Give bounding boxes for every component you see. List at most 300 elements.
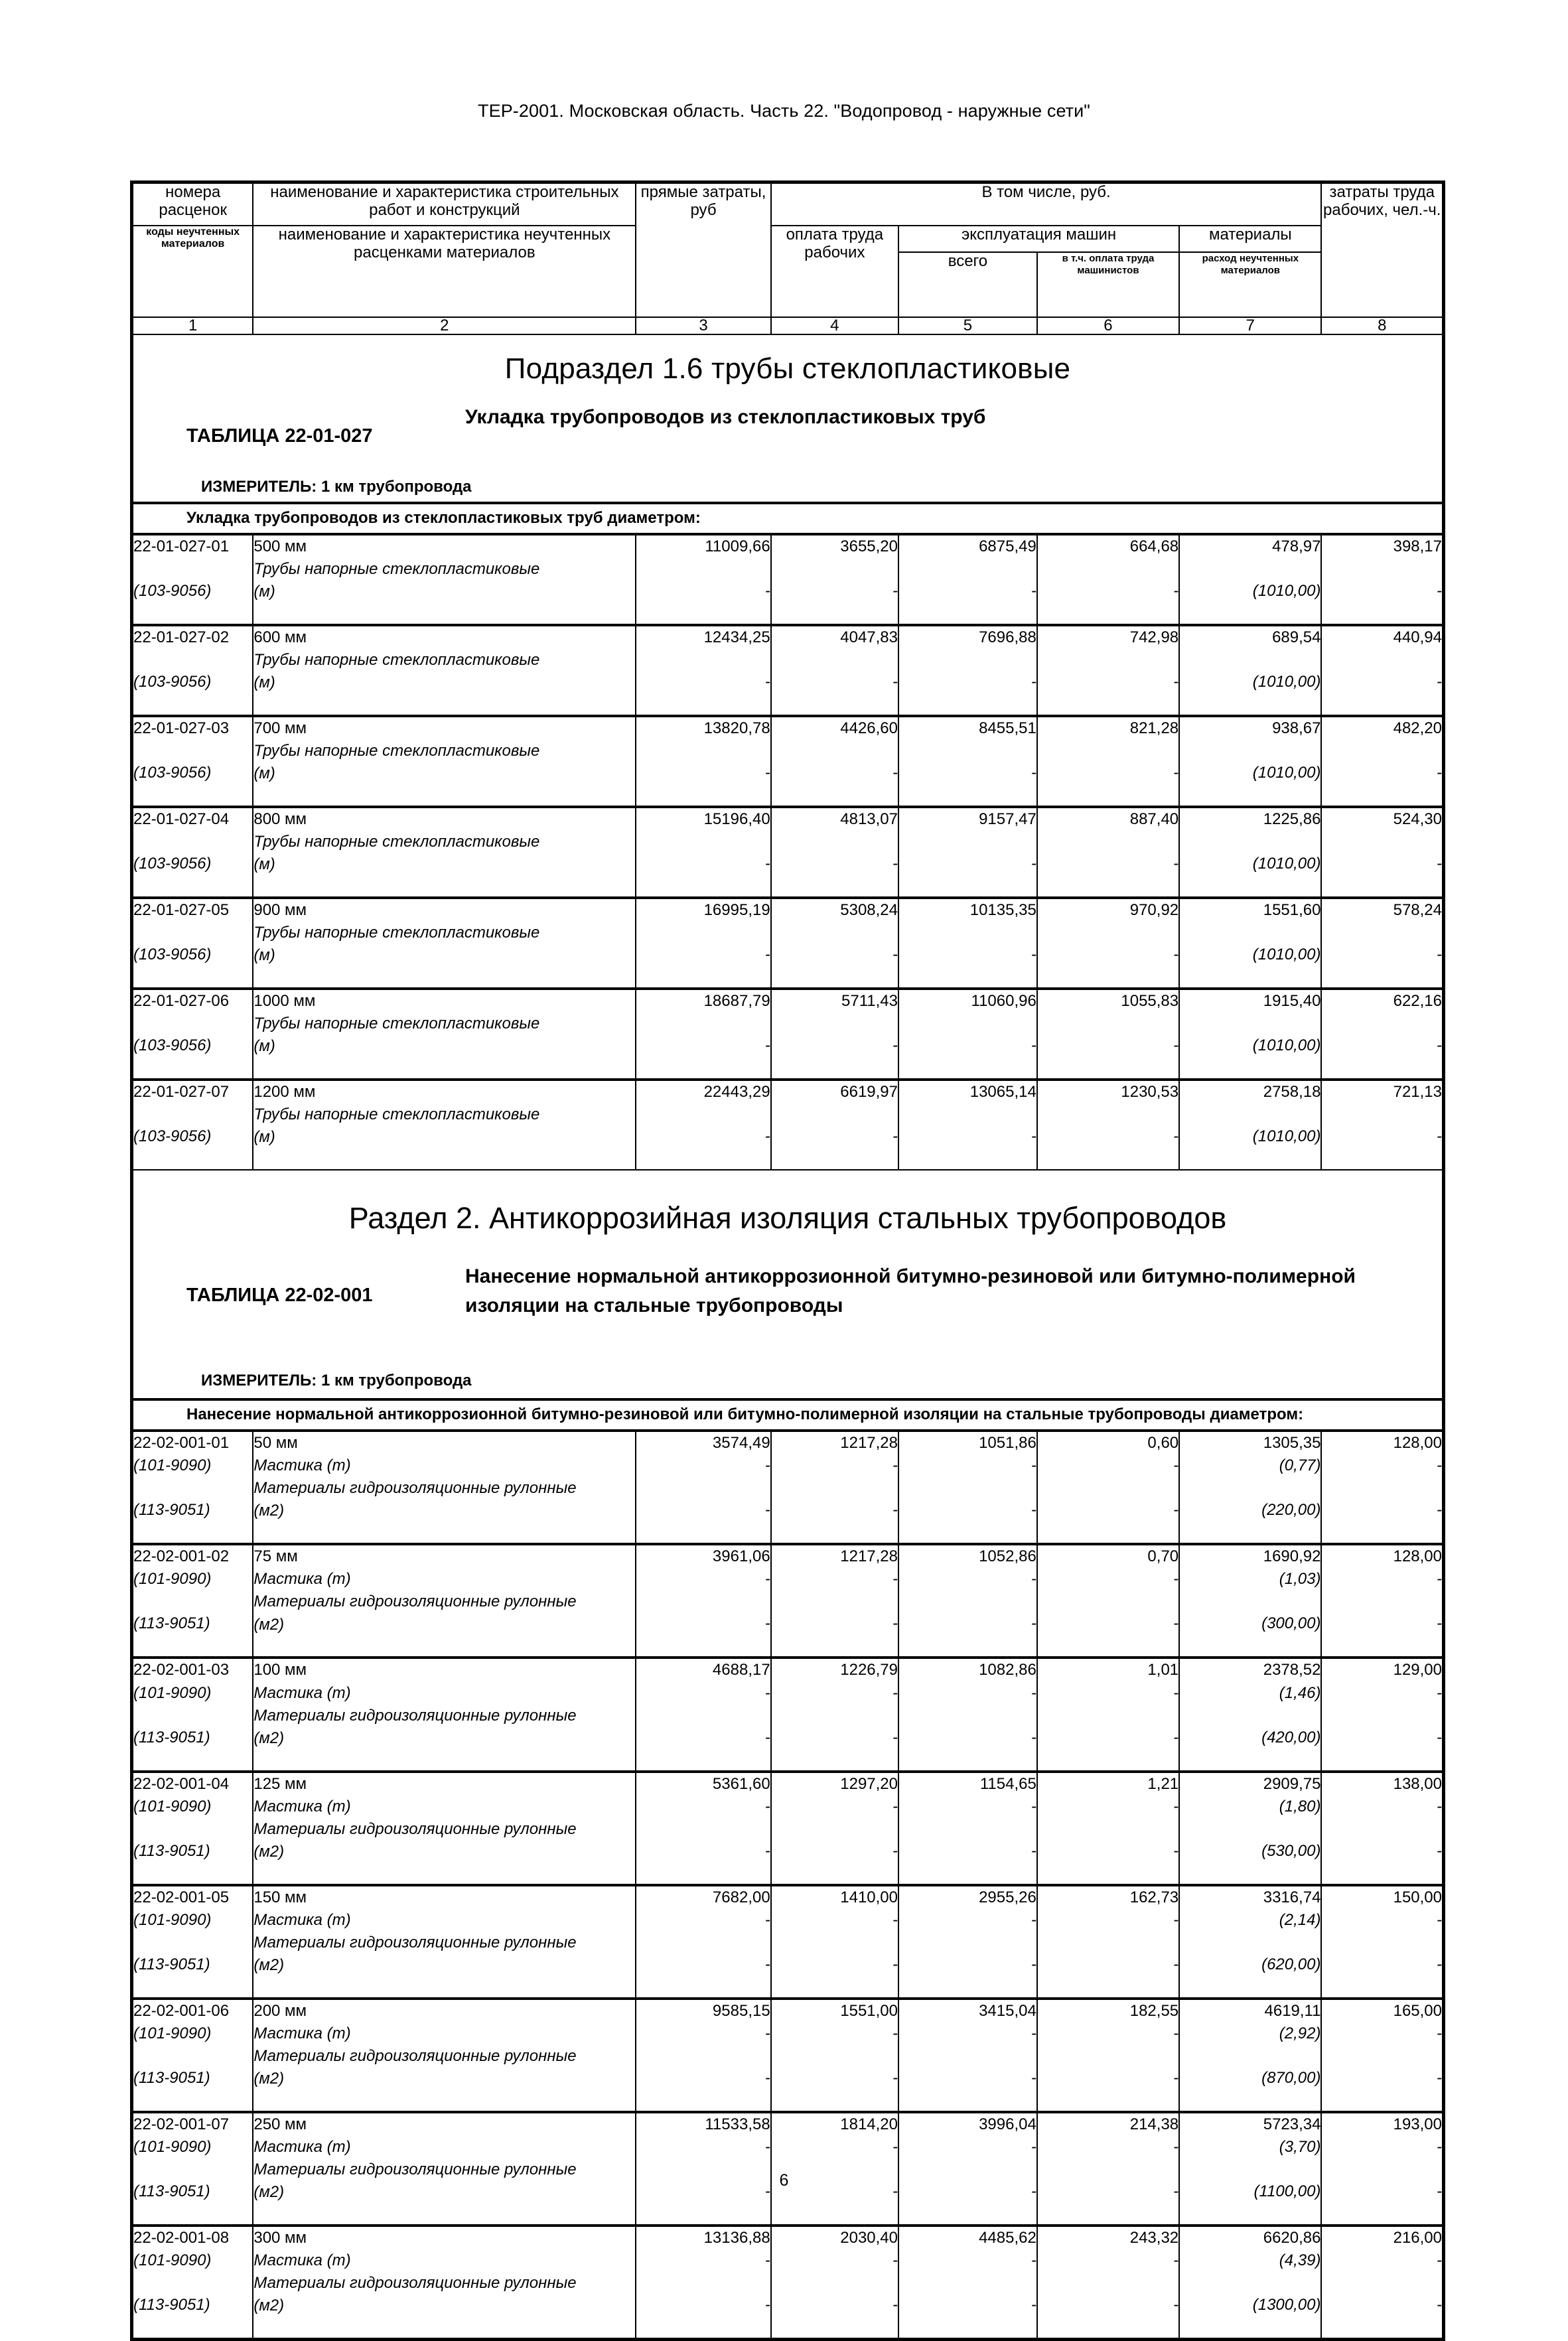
recipe-code: 22-02-001-02: [133, 1547, 230, 1566]
cell-value-8: [1321, 1080, 1443, 1170]
cell-value-6: [1037, 1999, 1179, 2112]
cell-value-4: [771, 1772, 898, 1885]
material-value: -: [764, 855, 770, 873]
cell-value-3: [636, 1080, 770, 1170]
material-value: -: [892, 1501, 898, 1520]
cell-value-4: [771, 2112, 898, 2226]
material-name: Мастика (т): [253, 1570, 351, 1589]
cell-code: [133, 1999, 253, 2112]
material-value: -: [1173, 1036, 1179, 1055]
th-unaccounted-consumption: расход неучтенных материалов: [1179, 252, 1321, 317]
material-name: Трубы напорные стеклопластиковые: [253, 833, 540, 851]
section-title-row: [133, 1170, 1443, 1399]
recipe-value: 8455,51: [979, 719, 1036, 737]
material-value: -: [1031, 1683, 1036, 1702]
th-unaccounted-materials-l2: расценками материалов: [354, 243, 535, 261]
recipe-value: 129,00: [1393, 1661, 1442, 1679]
recipe-value: 1154,65: [979, 1774, 1036, 1793]
material-value: -: [764, 1797, 770, 1815]
cell-value-6: [1037, 1658, 1179, 1771]
cell-code: [133, 625, 253, 716]
material-value: -: [1173, 1797, 1179, 1815]
recipe-value: 4426,60: [840, 719, 898, 737]
cell-value-6: [1037, 534, 1179, 625]
recipe-value: 478,97: [1272, 537, 1321, 555]
material-value: -: [764, 581, 770, 600]
recipe-value: 3655,20: [840, 537, 898, 555]
cell-description: [253, 1772, 636, 1885]
material-value: (1,03): [1279, 1570, 1321, 1589]
recipe-value: 22443,29: [703, 1083, 770, 1101]
colnum-5: 5: [898, 317, 1037, 334]
material-value: -: [892, 946, 898, 964]
cell-value-8: [1321, 1431, 1443, 1544]
material-name: Материалы гидроизоляционные рулонные: [253, 2161, 577, 2179]
recipe-value: 1217,28: [840, 1547, 898, 1566]
material-name: Трубы напорные стеклопластиковые: [253, 559, 540, 578]
material-value: -: [892, 1910, 898, 1929]
cell-value-8: [1321, 1658, 1443, 1771]
material-value: -: [892, 1797, 898, 1815]
material-code: (103-9056): [133, 855, 212, 873]
material-value: (620,00): [1261, 1955, 1321, 1973]
material-value: -: [1437, 1127, 1442, 1146]
colnum-4: 4: [771, 317, 898, 334]
material-value: (1010,00): [1252, 581, 1321, 600]
colnum-1: 1: [133, 317, 253, 334]
recipe-value: 16995,19: [703, 901, 770, 920]
material-unit: (м2): [253, 1842, 285, 1861]
recipe-value: 970,92: [1129, 901, 1179, 920]
material-code: (101-9090): [133, 2251, 212, 2270]
material-value: -: [764, 2182, 770, 2201]
material-value: -: [1173, 2024, 1179, 2042]
section-caption-cell: [133, 503, 1443, 534]
cell-value-7: [1179, 989, 1321, 1080]
measurement-unit: ИЗМЕРИТЕЛЬ: 1 км трубопровода: [201, 478, 472, 496]
material-value: -: [1173, 581, 1179, 600]
recipe-value: 3574,49: [712, 1434, 770, 1453]
th-machines-total: всего: [898, 252, 1037, 317]
material-value: -: [1437, 1910, 1442, 1929]
material-value: -: [892, 1036, 898, 1055]
material-value: -: [892, 672, 898, 691]
material-value: -: [892, 1614, 898, 1633]
th-labor: затраты труда рабочих, чел.-ч.: [1321, 183, 1443, 317]
recipe-value: 13820,78: [703, 719, 770, 737]
recipe-description: 800 мм: [253, 810, 307, 829]
cell-value-4: [771, 807, 898, 898]
cell-value-5: [898, 1999, 1037, 2112]
header-row-numbers: [133, 317, 1443, 334]
recipe-value: 440,94: [1393, 628, 1442, 646]
recipe-value: 3961,06: [712, 1547, 770, 1566]
cell-value-6: [1037, 1885, 1179, 1999]
th-codes-l1: номера: [165, 183, 221, 201]
material-value: -: [1173, 1841, 1179, 1860]
material-name: Материалы гидроизоляционные рулонные: [253, 2047, 577, 2066]
material-value: (220,00): [1261, 1501, 1321, 1520]
cell-value-4: [771, 989, 898, 1080]
material-code: (103-9056): [133, 581, 212, 600]
material-value: (1010,00): [1252, 764, 1321, 782]
cell-value-7: [1179, 2112, 1321, 2226]
recipe-value: 11533,58: [705, 2115, 770, 2134]
table-name: Нанесение нормальной антикоррозионной битумно-резиновой или битумно-полимерной изоляции на стальные трубопроводы: [465, 1265, 1356, 1316]
material-value: -: [1437, 2069, 1442, 2088]
th-worktype-l1: наименование и характеристика строительных: [270, 183, 619, 201]
recipe-value: 138,00: [1393, 1774, 1442, 1793]
table-title-block: [133, 1250, 1442, 1324]
material-value: -: [764, 1841, 770, 1860]
material-value: -: [1437, 1456, 1442, 1475]
material-value: -: [892, 2138, 898, 2157]
material-value: -: [892, 1728, 898, 1746]
recipe-value: 4813,07: [840, 810, 898, 829]
cell-code: [133, 2226, 253, 2338]
cell-value-4: [771, 625, 898, 716]
material-value: -: [892, 2182, 898, 2201]
material-value: -: [1173, 1456, 1179, 1475]
recipe-value: 214,38: [1129, 2115, 1179, 2134]
recipe-code: 22-02-001-07: [133, 2115, 230, 2134]
cell-value-7: [1179, 1080, 1321, 1170]
recipe-value: 9157,47: [979, 810, 1036, 829]
pricing-sheet: [130, 180, 1445, 2341]
colnum-2: 2: [253, 317, 636, 334]
cell-value-5: [898, 1544, 1037, 1658]
material-name: Трубы напорные стеклопластиковые: [253, 1015, 540, 1033]
material-code: (103-9056): [133, 1036, 212, 1055]
cell-value-3: [636, 1772, 770, 1885]
cell-code: [133, 1080, 253, 1170]
material-name: Трубы напорные стеклопластиковые: [253, 650, 540, 669]
recipe-value: 13136,88: [703, 2229, 770, 2247]
recipe-description: 100 мм: [253, 1661, 307, 1679]
material-value: -: [1031, 855, 1036, 873]
page-header: ТЕР-2001. Московская область. Часть 22. "Водопровод - наружные сети": [478, 101, 1090, 121]
material-code: (113-9051): [133, 1614, 210, 1633]
recipe-value: 1225,86: [1263, 810, 1321, 829]
cell-value-5: [898, 2112, 1037, 2226]
material-value: -: [1173, 2069, 1179, 2088]
cell-value-7: [1179, 1999, 1321, 2112]
material-value: -: [1031, 1501, 1036, 1520]
cell-value-4: [771, 1544, 898, 1658]
cell-value-7: [1179, 1431, 1321, 1544]
material-value: (1010,00): [1252, 946, 1321, 964]
table-body: [133, 334, 1443, 2338]
recipe-value: 193,00: [1393, 2115, 1442, 2134]
table-title-block: [133, 391, 1442, 451]
material-value: -: [1031, 2296, 1036, 2314]
recipe-code: 22-02-001-06: [133, 2001, 230, 2020]
material-name: Материалы гидроизоляционные рулонные: [253, 2274, 577, 2293]
table-number: ТАБЛИЦА 22-02-001: [186, 1285, 373, 1307]
recipe-description: 1000 мм: [253, 992, 316, 1011]
material-value: (420,00): [1261, 1728, 1321, 1746]
cell-description: [253, 1431, 636, 1544]
cell-code: [133, 534, 253, 625]
cell-description: [253, 534, 636, 625]
recipe-value: 1,21: [1147, 1774, 1179, 1793]
cell-value-4: [771, 534, 898, 625]
material-value: -: [764, 1501, 770, 1520]
cell-code: [133, 1544, 253, 1658]
material-unit: (м): [253, 855, 275, 874]
cell-value-7: [1179, 2226, 1321, 2338]
material-value: -: [892, 581, 898, 600]
recipe-description: 1200 мм: [253, 1083, 316, 1101]
material-value: -: [1173, 855, 1179, 873]
material-value: -: [1437, 1570, 1442, 1589]
material-value: -: [1437, 581, 1442, 600]
recipe-value: 7682,00: [712, 1888, 770, 1906]
recipe-value: 3996,04: [979, 2115, 1036, 2134]
material-value: -: [1173, 1910, 1179, 1929]
cell-value-5: [898, 1431, 1037, 1544]
recipe-value: 0,60: [1147, 1434, 1179, 1453]
material-value: -: [764, 1955, 770, 1973]
material-value: (530,00): [1261, 1841, 1321, 1860]
material-unit: (м): [253, 582, 275, 601]
material-value: -: [1437, 1683, 1442, 1702]
material-value: (1010,00): [1252, 1127, 1321, 1146]
recipe-description: 700 мм: [253, 719, 307, 737]
material-value: (3,70): [1279, 2138, 1321, 2157]
material-value: -: [1437, 1036, 1442, 1055]
recipe-value: 887,40: [1129, 810, 1179, 829]
material-value: -: [764, 2251, 770, 2270]
recipe-description: 125 мм: [253, 1774, 307, 1793]
recipe-value: 162,73: [1129, 1888, 1179, 1906]
cell-value-4: [771, 898, 898, 989]
recipe-value: 182,55: [1129, 2001, 1179, 2020]
th-codes-l2: расценок: [159, 200, 227, 219]
cell-code: [133, 989, 253, 1080]
material-value: -: [1173, 1728, 1179, 1746]
table-row: [133, 2226, 1443, 2338]
table-number: ТАБЛИЦА 22-01-027: [186, 425, 373, 447]
cell-value-6: [1037, 1431, 1179, 1544]
recipe-value: 742,98: [1129, 628, 1179, 646]
material-value: -: [1173, 1614, 1179, 1633]
recipe-value: 524,30: [1393, 810, 1442, 829]
material-value: (2,92): [1279, 2024, 1321, 2042]
cell-value-6: [1037, 625, 1179, 716]
material-value: -: [1437, 2182, 1442, 2201]
cell-description: [253, 2112, 636, 2226]
material-value: -: [1437, 2296, 1442, 2314]
material-name: Мастика (т): [253, 2024, 351, 2042]
material-value: -: [1173, 1127, 1179, 1146]
cell-value-6: [1037, 2112, 1179, 2226]
th-direct-costs: прямые затраты, руб: [636, 183, 770, 317]
recipe-value: 5711,43: [841, 992, 898, 1011]
material-value: -: [1437, 946, 1442, 964]
material-name: Трубы напорные стеклопластиковые: [253, 742, 540, 760]
section-caption-row: [133, 1399, 1443, 1431]
cell-code: [133, 1658, 253, 1771]
material-value: (1,46): [1279, 1683, 1321, 1702]
cell-description: [253, 1544, 636, 1658]
cell-value-4: [771, 1885, 898, 1999]
material-value: -: [764, 1614, 770, 1633]
cell-value-7: [1179, 807, 1321, 898]
material-value: -: [764, 1036, 770, 1055]
cell-value-5: [898, 716, 1037, 807]
material-name: Мастика (т): [253, 1683, 351, 1702]
material-value: -: [764, 1910, 770, 1929]
cell-value-5: [898, 2226, 1037, 2338]
cell-value-5: [898, 534, 1037, 625]
material-value: (1,80): [1279, 1797, 1321, 1815]
recipe-code: 22-02-001-08: [133, 2229, 230, 2247]
recipe-value: 1230,53: [1121, 1083, 1179, 1101]
recipe-value: 4688,17: [712, 1661, 770, 1679]
recipe-value: 4485,62: [979, 2229, 1036, 2247]
material-code: (113-9051): [133, 1501, 210, 1520]
th-codes: [133, 183, 253, 226]
material-value: -: [764, 1127, 770, 1146]
recipe-value: 1915,40: [1263, 992, 1321, 1011]
th-worktype-l2: работ и конструкций: [369, 200, 520, 219]
cell-value-7: [1179, 1772, 1321, 1885]
material-value: -: [1173, 946, 1179, 964]
material-value: -: [1031, 1456, 1036, 1475]
recipe-value: 13065,14: [969, 1083, 1036, 1101]
cell-code: [133, 716, 253, 807]
cell-value-4: [771, 1431, 898, 1544]
material-unit: (м2): [253, 2297, 285, 2315]
material-name: Мастика (т): [253, 1797, 351, 1815]
material-value: -: [892, 2296, 898, 2314]
section-title-row: [133, 334, 1443, 503]
material-value: (2,14): [1279, 1910, 1321, 1929]
cell-value-8: [1321, 716, 1443, 807]
subsection-title: Подраздел 1.6 трубы стеклопластиковые: [504, 352, 1071, 385]
recipe-code: 22-02-001-03: [133, 1661, 230, 1679]
material-value: -: [892, 1570, 898, 1589]
cell-value-3: [636, 1999, 770, 2112]
cell-value-6: [1037, 1772, 1179, 1885]
material-value: -: [764, 1570, 770, 1589]
material-name: Материалы гидроизоляционные рулонные: [253, 1479, 577, 1498]
material-value: -: [1437, 1728, 1442, 1746]
material-value: (1010,00): [1252, 1036, 1321, 1055]
th-unaccounted-materials-l1: наименование и характеристика неучтенных: [278, 226, 611, 244]
material-code: (101-9090): [133, 1456, 212, 1475]
table-row: [133, 625, 1443, 716]
cell-value-7: [1179, 1544, 1321, 1658]
cell-code: [133, 2112, 253, 2226]
material-value: (1300,00): [1252, 2296, 1321, 2314]
recipe-value: 1410,00: [840, 1888, 898, 1906]
table-row: [133, 1544, 1443, 1658]
material-name: Трубы напорные стеклопластиковые: [253, 924, 540, 942]
cell-value-4: [771, 716, 898, 807]
material-value: -: [764, 1456, 770, 1475]
recipe-value: 2378,52: [1263, 1661, 1321, 1679]
cell-value-4: [771, 1658, 898, 1771]
table-row: [133, 1431, 1443, 1544]
colnum-3: 3: [636, 317, 770, 334]
cell-value-7: [1179, 716, 1321, 807]
material-code: (101-9090): [133, 1570, 212, 1589]
cell-description: [253, 1885, 636, 1999]
recipe-value: 4047,83: [840, 628, 898, 646]
cell-value-8: [1321, 625, 1443, 716]
material-name: Трубы напорные стеклопластиковые: [253, 1105, 540, 1124]
cell-value-6: [1037, 716, 1179, 807]
material-value: -: [1031, 946, 1036, 964]
recipe-value: 1690,92: [1263, 1547, 1321, 1566]
cell-description: [253, 716, 636, 807]
th-group-materials: материалы: [1179, 226, 1321, 252]
material-value: (1100,00): [1253, 2182, 1321, 2201]
material-code: (113-9051): [133, 1841, 210, 1860]
material-value: -: [764, 764, 770, 782]
cell-description: [253, 625, 636, 716]
table-row: [133, 2112, 1443, 2226]
recipe-value: 398,17: [1393, 537, 1442, 555]
cell-code: [133, 807, 253, 898]
recipe-value: 664,68: [1129, 537, 1179, 555]
cell-value-3: [636, 1544, 770, 1658]
recipe-value: 689,54: [1272, 628, 1321, 646]
section-title-cell: [133, 334, 1443, 503]
material-code: (113-9051): [133, 1955, 210, 1973]
cell-value-3: [636, 1885, 770, 1999]
material-value: -: [1031, 1614, 1036, 1633]
recipe-value: 1297,20: [840, 1774, 898, 1793]
material-code: (113-9051): [133, 2296, 210, 2314]
material-value: -: [892, 855, 898, 873]
material-value: (4,39): [1279, 2251, 1321, 2270]
material-code: (103-9056): [133, 764, 212, 782]
material-code: (101-9090): [133, 2138, 212, 2157]
material-value: -: [1437, 1841, 1442, 1860]
recipe-value: 3415,04: [979, 2001, 1036, 2020]
material-unit: (м2): [253, 1729, 285, 1747]
material-value: (300,00): [1261, 1614, 1321, 1633]
cell-value-3: [636, 898, 770, 989]
material-value: -: [1031, 2024, 1036, 2042]
recipe-value: 1551,00: [840, 2001, 898, 2020]
material-value: -: [1173, 2138, 1179, 2157]
cell-value-4: [771, 1080, 898, 1170]
material-value: -: [764, 2138, 770, 2157]
th-unaccounted-codes-l2: материалов: [161, 238, 225, 250]
material-value: -: [892, 2069, 898, 2088]
material-name: Мастика (т): [253, 1910, 351, 1929]
recipe-value: 1082,86: [979, 1661, 1036, 1679]
recipe-code: 22-02-001-04: [133, 1774, 230, 1793]
material-value: -: [892, 764, 898, 782]
material-unit: (м2): [253, 2070, 285, 2088]
recipe-value: 938,67: [1272, 719, 1321, 737]
page-number: 6: [779, 2171, 789, 2190]
recipe-code: 22-01-027-01: [133, 537, 230, 555]
cell-value-6: [1037, 2226, 1179, 2338]
recipe-value: 2909,75: [1263, 1774, 1321, 1793]
material-unit: (м2): [253, 2183, 285, 2202]
header-row-2: [133, 226, 1443, 252]
recipe-value: 1226,79: [840, 1661, 898, 1679]
cell-value-8: [1321, 898, 1443, 989]
recipe-value: 6875,49: [979, 537, 1036, 555]
material-value: -: [1031, 764, 1036, 782]
